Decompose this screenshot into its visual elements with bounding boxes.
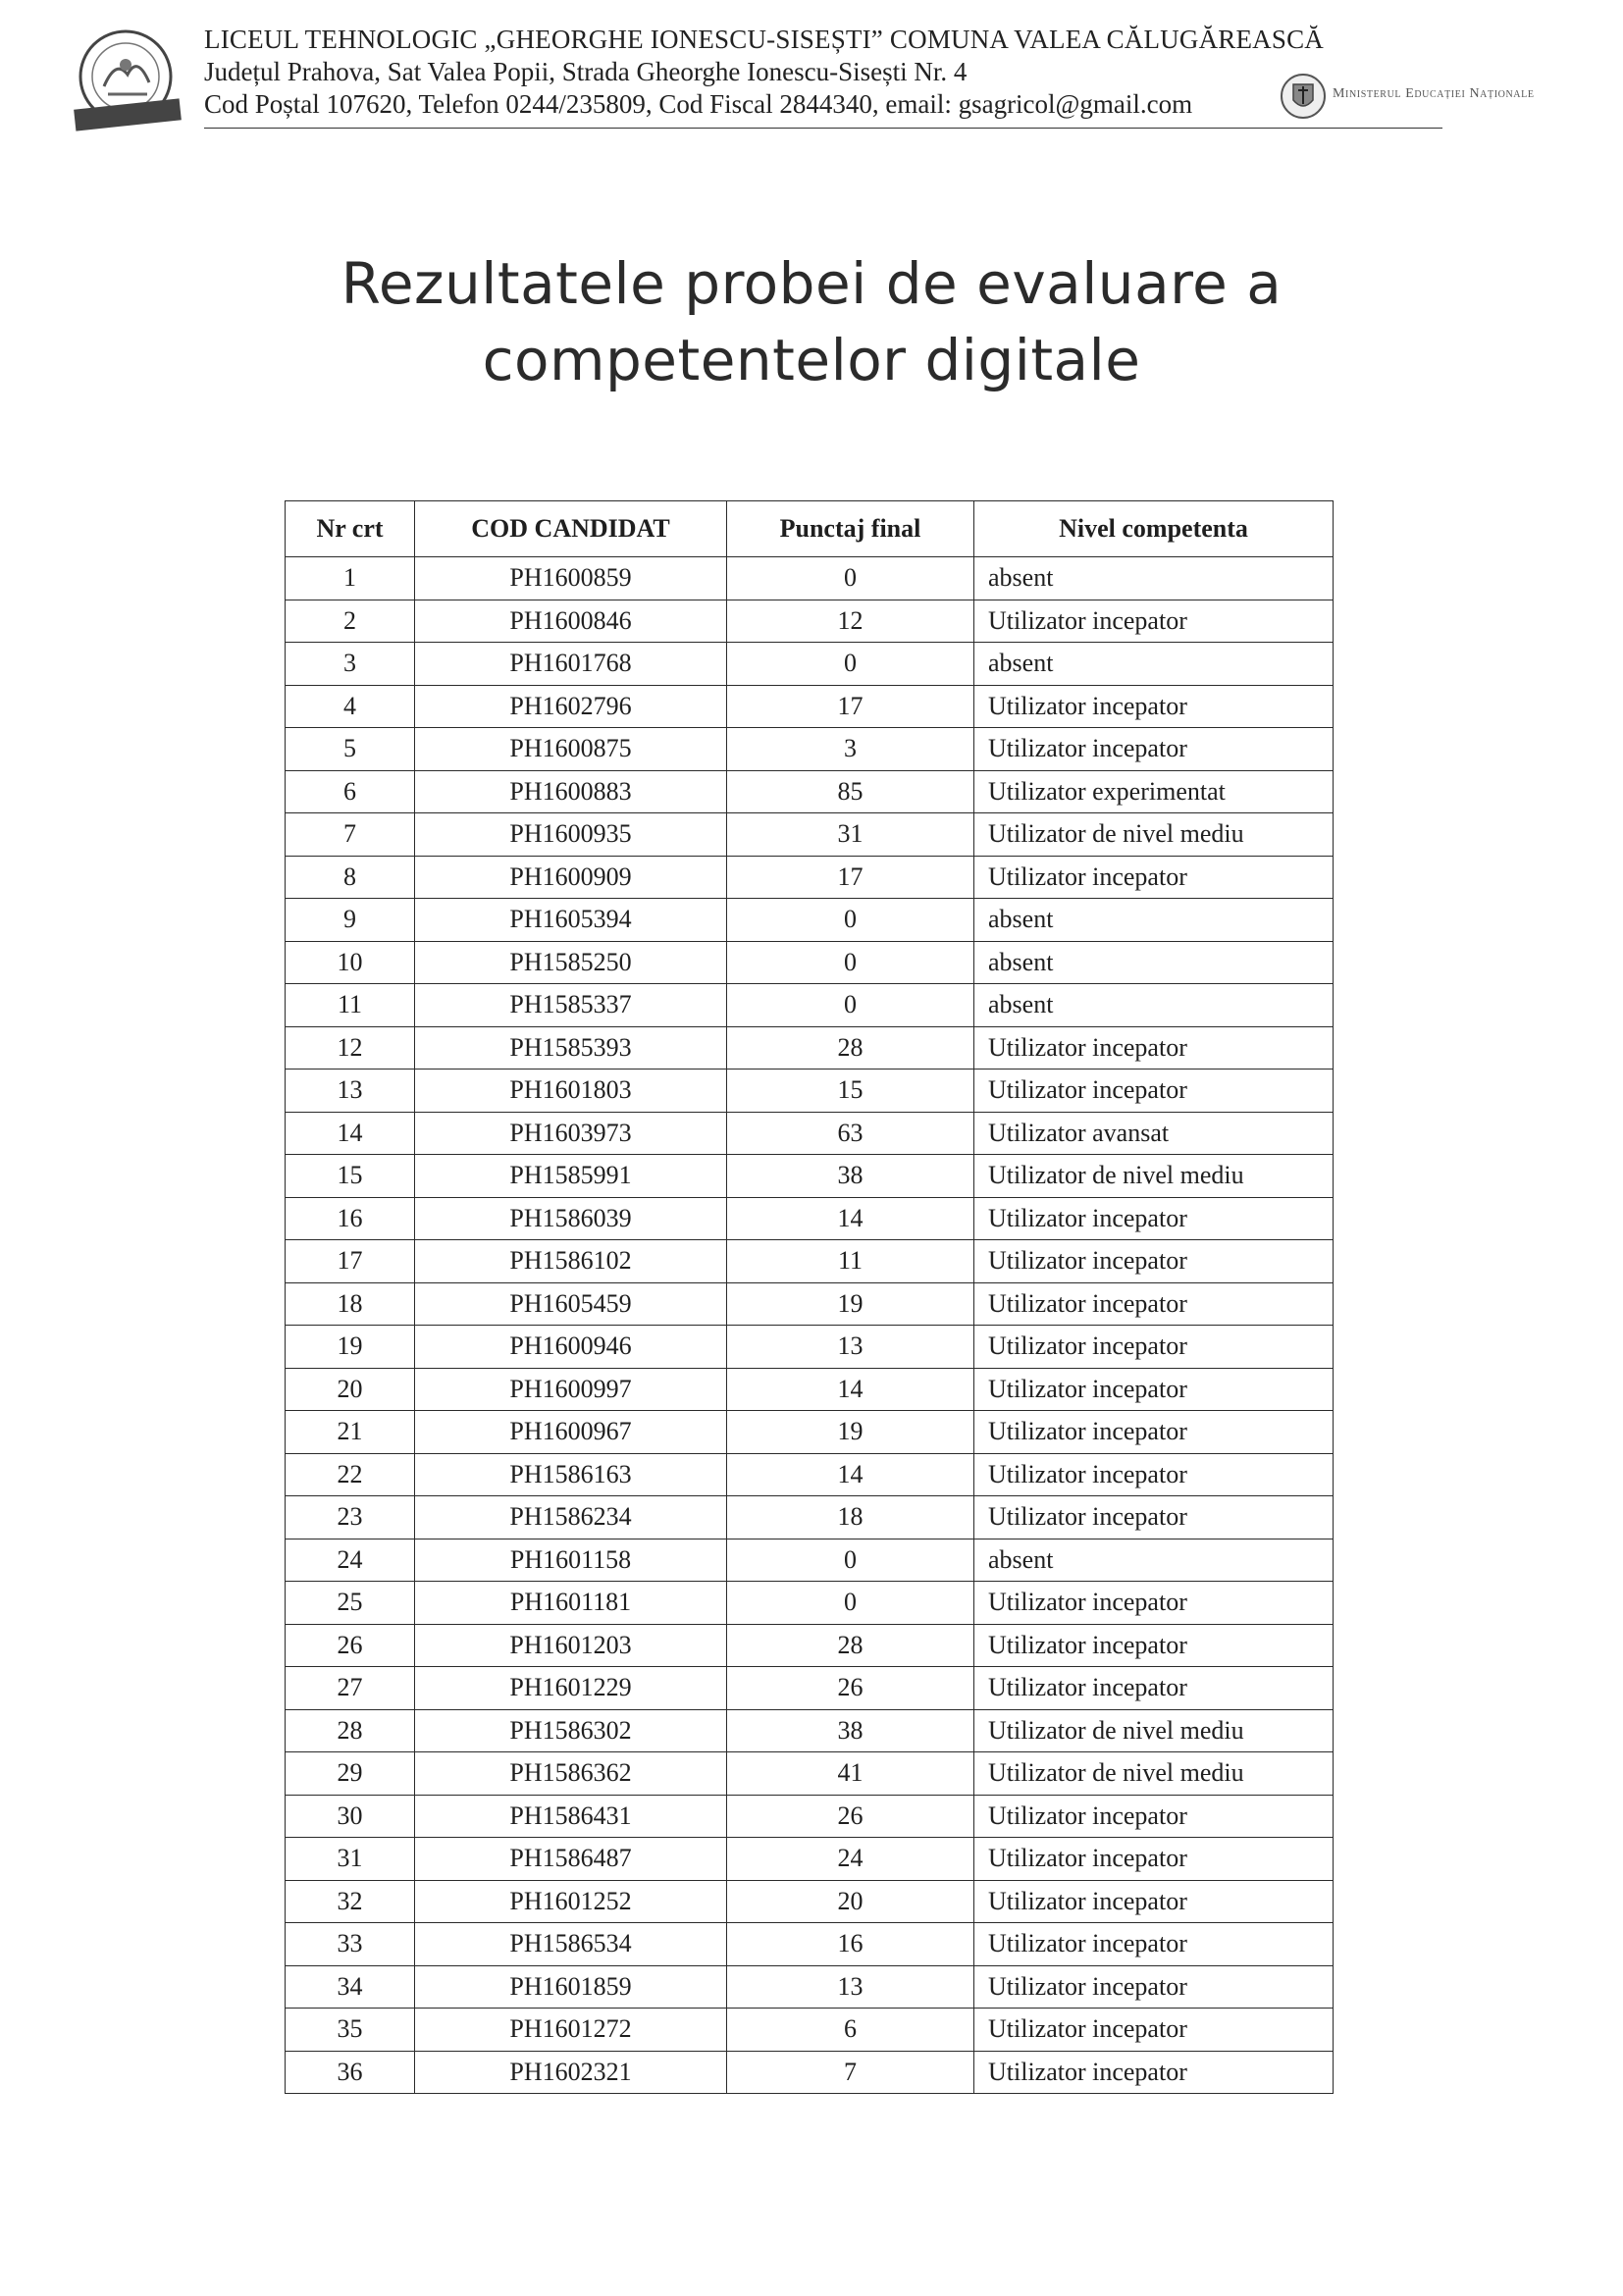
cell-nr-crt: 4 (286, 685, 415, 728)
cell-nr-crt: 22 (286, 1453, 415, 1496)
results-table (285, 500, 1334, 2094)
cell-cod-candidat: PH1586102 (415, 1240, 727, 1283)
cell-cod-candidat: PH1586302 (415, 1709, 727, 1752)
cell-punctaj-final: 14 (727, 1368, 974, 1411)
cell-punctaj-final: 38 (727, 1709, 974, 1752)
cell-cod-candidat: PH1601272 (415, 2009, 727, 2052)
cell-cod-candidat: PH1586534 (415, 1923, 727, 1966)
cell-punctaj-final: 11 (727, 1240, 974, 1283)
cell-nr-crt: 32 (286, 1880, 415, 1923)
table-row (286, 984, 1334, 1027)
cell-nr-crt: 18 (286, 1282, 415, 1326)
cell-cod-candidat: PH1586163 (415, 1453, 727, 1496)
table-row (286, 1155, 1334, 1198)
cell-cod-candidat: PH1600859 (415, 557, 727, 600)
table-row (286, 557, 1334, 600)
cell-nr-crt: 1 (286, 557, 415, 600)
table-row (286, 899, 1334, 942)
cell-nr-crt: 5 (286, 728, 415, 771)
cell-cod-candidat: PH1600846 (415, 600, 727, 643)
cell-cod-candidat: PH1601252 (415, 1880, 727, 1923)
table-row (286, 2009, 1334, 2052)
cell-cod-candidat: PH1586431 (415, 1795, 727, 1838)
cell-nivel-competenta: Utilizator incepator (974, 2051, 1334, 2094)
table-row (286, 1667, 1334, 1710)
header-cod-candidat: COD CANDIDAT (415, 501, 727, 557)
cell-punctaj-final: 38 (727, 1155, 974, 1198)
cell-nivel-competenta: Utilizator incepator (974, 1411, 1334, 1454)
table-row (286, 1496, 1334, 1539)
cell-punctaj-final: 6 (727, 2009, 974, 2052)
cell-nr-crt: 12 (286, 1026, 415, 1070)
table-row (286, 1795, 1334, 1838)
cell-punctaj-final: 12 (727, 600, 974, 643)
cell-nr-crt: 6 (286, 770, 415, 813)
cell-nivel-competenta: Utilizator incepator (974, 1496, 1334, 1539)
cell-nivel-competenta: Utilizator incepator (974, 728, 1334, 771)
cell-cod-candidat: PH1586234 (415, 1496, 727, 1539)
cell-cod-candidat: PH1601229 (415, 1667, 727, 1710)
school-name: LICEUL TEHNOLOGIC „GHEORGHE IONESCU-SISEȘTI” COMUNA VALEA CĂLUGĂREASCĂ (204, 25, 1324, 54)
table-row (286, 600, 1334, 643)
cell-punctaj-final: 63 (727, 1112, 974, 1155)
cell-nr-crt: 20 (286, 1368, 415, 1411)
cell-nr-crt: 2 (286, 600, 415, 643)
school-logo (71, 26, 186, 135)
cell-punctaj-final: 26 (727, 1667, 974, 1710)
cell-nr-crt: 8 (286, 856, 415, 899)
cell-punctaj-final: 0 (727, 1539, 974, 1582)
cell-nr-crt: 7 (286, 813, 415, 857)
cell-punctaj-final: 13 (727, 1326, 974, 1369)
cell-cod-candidat: PH1585393 (415, 1026, 727, 1070)
cell-nivel-competenta: Utilizator incepator (974, 2009, 1334, 2052)
cell-punctaj-final: 20 (727, 1880, 974, 1923)
cell-punctaj-final: 3 (727, 728, 974, 771)
cell-punctaj-final: 17 (727, 856, 974, 899)
cell-nivel-competenta: absent (974, 899, 1334, 942)
cell-nivel-competenta: Utilizator de nivel mediu (974, 1709, 1334, 1752)
cell-cod-candidat: PH1602796 (415, 685, 727, 728)
school-contact: Cod Poștal 107620, Telefon 0244/235809, Cod Fiscal 2844340, email: gsagricol@gmail.com (204, 89, 1193, 119)
cell-nr-crt: 35 (286, 2009, 415, 2052)
cell-cod-candidat: PH1601803 (415, 1070, 727, 1113)
table-row (286, 1838, 1334, 1881)
cell-nr-crt: 19 (286, 1326, 415, 1369)
cell-nivel-competenta: Utilizator incepator (974, 1453, 1334, 1496)
cell-punctaj-final: 85 (727, 770, 974, 813)
cell-nivel-competenta: Utilizator de nivel mediu (974, 1155, 1334, 1198)
cell-nr-crt: 17 (286, 1240, 415, 1283)
cell-nivel-competenta: Utilizator incepator (974, 1965, 1334, 2009)
letterhead-text (204, 24, 1382, 121)
cell-nivel-competenta: Utilizator incepator (974, 1282, 1334, 1326)
cell-nr-crt: 9 (286, 899, 415, 942)
table-row (286, 1368, 1334, 1411)
cell-nivel-competenta: Utilizator incepator (974, 600, 1334, 643)
table-row (286, 1624, 1334, 1667)
cell-punctaj-final: 41 (727, 1752, 974, 1796)
cell-nivel-competenta: Utilizator incepator (974, 1838, 1334, 1881)
cell-cod-candidat: PH1602321 (415, 2051, 727, 2094)
cell-nivel-competenta: Utilizator incepator (974, 856, 1334, 899)
table-row (286, 1326, 1334, 1369)
cell-cod-candidat: PH1605394 (415, 899, 727, 942)
cell-nivel-competenta: Utilizator incepator (974, 1795, 1334, 1838)
cell-cod-candidat: PH1601203 (415, 1624, 727, 1667)
cell-nivel-competenta: Utilizator incepator (974, 1923, 1334, 1966)
cell-nivel-competenta: Utilizator incepator (974, 1070, 1334, 1113)
cell-nr-crt: 16 (286, 1197, 415, 1240)
cell-punctaj-final: 26 (727, 1795, 974, 1838)
cell-punctaj-final: 19 (727, 1411, 974, 1454)
cell-nr-crt: 29 (286, 1752, 415, 1796)
cell-cod-candidat: PH1585991 (415, 1155, 727, 1198)
table-row (286, 1112, 1334, 1155)
table-row (286, 643, 1334, 686)
cell-nr-crt: 15 (286, 1155, 415, 1198)
cell-punctaj-final: 16 (727, 1923, 974, 1966)
table-row (286, 813, 1334, 857)
cell-nr-crt: 11 (286, 984, 415, 1027)
cell-nivel-competenta: absent (974, 984, 1334, 1027)
cell-cod-candidat: PH1600967 (415, 1411, 727, 1454)
table-row (286, 1880, 1334, 1923)
cell-nr-crt: 26 (286, 1624, 415, 1667)
cell-punctaj-final: 19 (727, 1282, 974, 1326)
cell-cod-candidat: PH1601859 (415, 1965, 727, 2009)
cell-cod-candidat: PH1600909 (415, 856, 727, 899)
cell-nivel-competenta: absent (974, 941, 1334, 984)
table-row (286, 856, 1334, 899)
cell-punctaj-final: 7 (727, 2051, 974, 2094)
cell-nr-crt: 27 (286, 1667, 415, 1710)
cell-nr-crt: 10 (286, 941, 415, 984)
cell-nr-crt: 31 (286, 1838, 415, 1881)
table-row (286, 1282, 1334, 1326)
cell-nr-crt: 14 (286, 1112, 415, 1155)
school-logo-icon (71, 26, 186, 135)
cell-nr-crt: 13 (286, 1070, 415, 1113)
cell-nivel-competenta: Utilizator incepator (974, 1667, 1334, 1710)
cell-punctaj-final: 14 (727, 1453, 974, 1496)
cell-punctaj-final: 0 (727, 984, 974, 1027)
cell-cod-candidat: PH1600935 (415, 813, 727, 857)
table-row (286, 1411, 1334, 1454)
cell-cod-candidat: PH1601158 (415, 1539, 727, 1582)
cell-nivel-competenta: absent (974, 557, 1334, 600)
table-row (286, 728, 1334, 771)
letterhead-divider (204, 128, 1442, 129)
table-row (286, 1197, 1334, 1240)
ministry-crest (1280, 69, 1327, 124)
cell-nivel-competenta: Utilizator incepator (974, 1026, 1334, 1070)
table-row (286, 1070, 1334, 1113)
cell-nivel-competenta: Utilizator de nivel mediu (974, 813, 1334, 857)
cell-nivel-competenta: Utilizator avansat (974, 1112, 1334, 1155)
cell-nivel-competenta: Utilizator incepator (974, 685, 1334, 728)
cell-cod-candidat: PH1586362 (415, 1752, 727, 1796)
cell-cod-candidat: PH1585250 (415, 941, 727, 984)
cell-punctaj-final: 28 (727, 1624, 974, 1667)
table-row (286, 1709, 1334, 1752)
cell-nivel-competenta: Utilizator incepator (974, 1624, 1334, 1667)
table-row (286, 1240, 1334, 1283)
table-row (286, 1965, 1334, 2009)
cell-nr-crt: 24 (286, 1539, 415, 1582)
cell-punctaj-final: 0 (727, 643, 974, 686)
table-header-row (286, 501, 1334, 557)
cell-cod-candidat: PH1600997 (415, 1368, 727, 1411)
cell-punctaj-final: 0 (727, 899, 974, 942)
cell-nivel-competenta: Utilizator incepator (974, 1582, 1334, 1625)
cell-nr-crt: 25 (286, 1582, 415, 1625)
cell-punctaj-final: 18 (727, 1496, 974, 1539)
cell-punctaj-final: 15 (727, 1070, 974, 1113)
cell-nivel-competenta: absent (974, 643, 1334, 686)
cell-punctaj-final: 17 (727, 685, 974, 728)
title-line-2: competentelor digitale (482, 327, 1141, 393)
ministry-block (1280, 69, 1623, 124)
cell-nr-crt: 23 (286, 1496, 415, 1539)
cell-cod-candidat: PH1605459 (415, 1282, 727, 1326)
table-row (286, 1923, 1334, 1966)
cell-nivel-competenta: absent (974, 1539, 1334, 1582)
cell-nivel-competenta: Utilizator incepator (974, 1368, 1334, 1411)
cell-nivel-competenta: Utilizator incepator (974, 1197, 1334, 1240)
cell-nivel-competenta: Utilizator incepator (974, 1880, 1334, 1923)
cell-cod-candidat: PH1585337 (415, 984, 727, 1027)
results-body (286, 557, 1334, 2094)
school-address: Județul Prahova, Sat Valea Popii, Strada Gheorghe Ionescu-Sisești Nr. 4 (204, 57, 968, 86)
cell-nr-crt: 28 (286, 1709, 415, 1752)
cell-nr-crt: 33 (286, 1923, 415, 1966)
page-title (0, 245, 1623, 398)
cell-punctaj-final: 0 (727, 941, 974, 984)
cell-nivel-competenta: Utilizator experimentat (974, 770, 1334, 813)
header-nr-crt: Nr crt (286, 501, 415, 557)
cell-cod-candidat: PH1603973 (415, 1112, 727, 1155)
table-row (286, 1539, 1334, 1582)
cell-nr-crt: 21 (286, 1411, 415, 1454)
cell-punctaj-final: 0 (727, 1582, 974, 1625)
cell-punctaj-final: 24 (727, 1838, 974, 1881)
cell-nr-crt: 36 (286, 2051, 415, 2094)
cell-cod-candidat: PH1600883 (415, 770, 727, 813)
cell-punctaj-final: 13 (727, 1965, 974, 2009)
cell-cod-candidat: PH1586039 (415, 1197, 727, 1240)
title-line-1: Rezultatele probei de evaluare a (340, 250, 1283, 317)
cell-nivel-competenta: Utilizator incepator (974, 1240, 1334, 1283)
cell-punctaj-final: 14 (727, 1197, 974, 1240)
table-row (286, 685, 1334, 728)
cell-cod-candidat: PH1601181 (415, 1582, 727, 1625)
cell-nr-crt: 34 (286, 1965, 415, 2009)
cell-punctaj-final: 31 (727, 813, 974, 857)
cell-cod-candidat: PH1601768 (415, 643, 727, 686)
table-row (286, 1453, 1334, 1496)
table-row (286, 941, 1334, 984)
cell-punctaj-final: 0 (727, 557, 974, 600)
header-punctaj-final: Punctaj final (727, 501, 974, 557)
table-row (286, 1026, 1334, 1070)
table-row (286, 2051, 1334, 2094)
cell-cod-candidat: PH1586487 (415, 1838, 727, 1881)
table-row (286, 1752, 1334, 1796)
letterhead (71, 24, 1535, 139)
ministry-name: Ministerul Educației Naționale (1333, 86, 1535, 101)
cell-nivel-competenta: Utilizator incepator (974, 1326, 1334, 1369)
table-row (286, 1582, 1334, 1625)
cell-nivel-competenta: Utilizator de nivel mediu (974, 1752, 1334, 1796)
cell-nr-crt: 3 (286, 643, 415, 686)
cell-punctaj-final: 28 (727, 1026, 974, 1070)
header-nivel-competenta: Nivel competenta (974, 501, 1334, 557)
cell-nr-crt: 30 (286, 1795, 415, 1838)
cell-cod-candidat: PH1600875 (415, 728, 727, 771)
table-row (286, 770, 1334, 813)
cell-cod-candidat: PH1600946 (415, 1326, 727, 1369)
coat-of-arms-icon (1280, 69, 1327, 124)
